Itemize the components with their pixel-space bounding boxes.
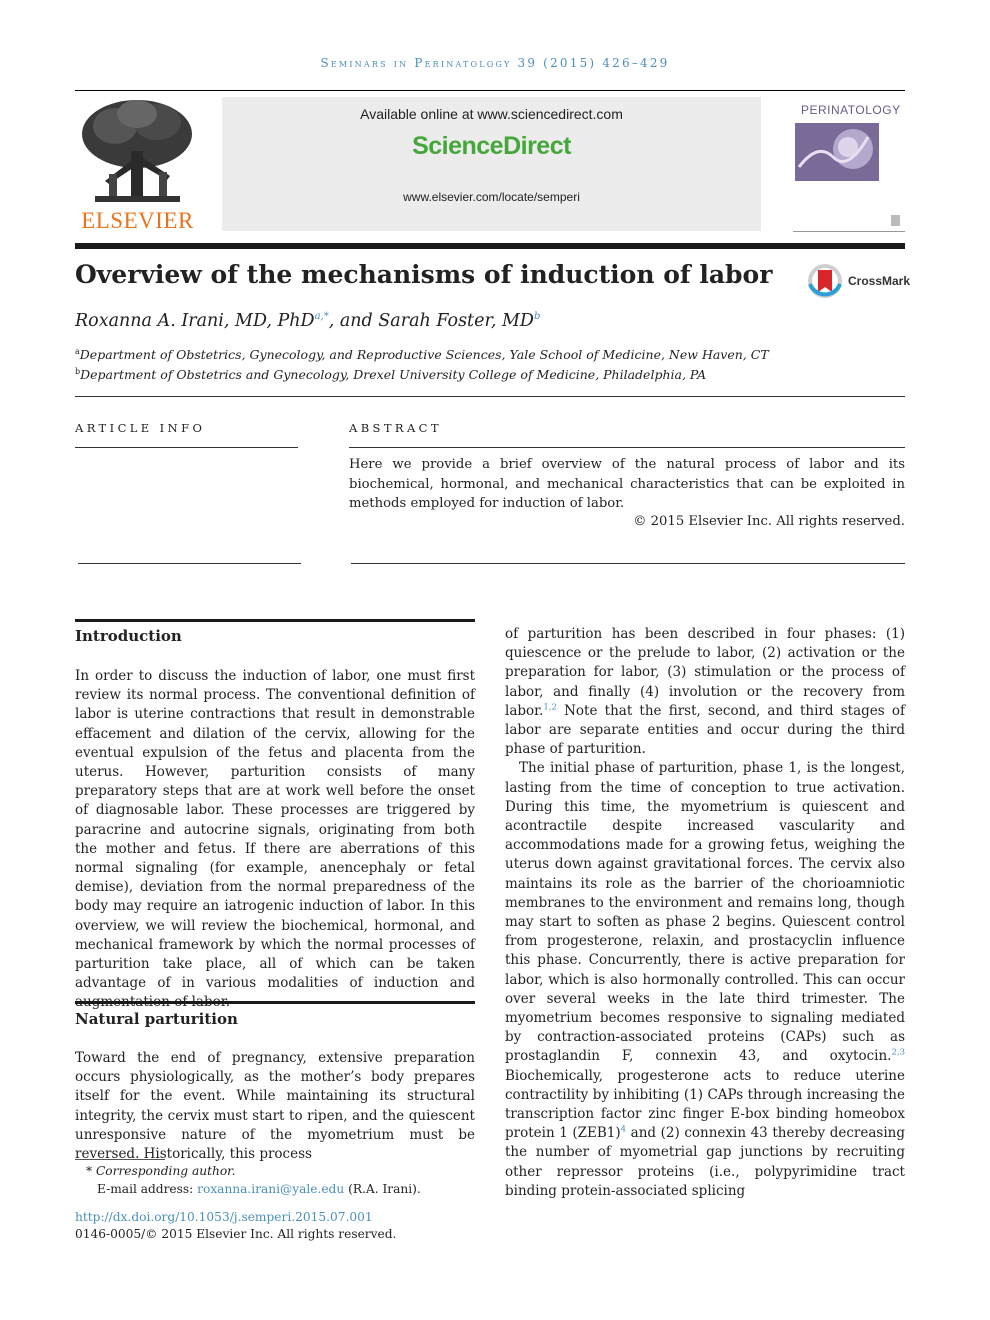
issn-copyright: 0146-0005/© 2015 Elsevier Inc. All rights reserved.	[75, 1227, 397, 1241]
article-info-bottom-rule	[78, 563, 301, 564]
footnote-rule	[75, 1159, 165, 1160]
article-title: Overview of the mechanisms of induction of labor	[75, 260, 773, 289]
crossmark-label: CrossMark	[848, 274, 911, 288]
affiliation-a: $^a$Department of Obstetrics, Gynecology, and Reproductive Sciences, Yale School of Medicine, New Haven, CT	[75, 347, 769, 363]
sciencedirect-banner	[222, 97, 761, 231]
natural-paragraph: Toward the end of pregnancy, extensive preparation occurs physiologically, as the mother’s body prepares itself for the event. While maintaining its structural integrity, the cervix must start to ripen, and the quiescent unresponsive nature of the myometrium must be reversed. Historically, this process	[75, 1050, 475, 1163]
intro-paragraph: In order to discuss the induction of labor, one must first review its normal process. The conventional definition of labor is uterine contractions that result in demonstrable effacement and dilation of the cervix, allowing for the eventual expulsion of the fetus and placenta from the uterus. However, parturition consists of many preparatory steps that are at work well before the onset of diagnosable labor. These processes are triggered by paracrine and autocrine signals, originating from both the mother and fetus. If there are aberrations of this normal signaling (for example, anencephaly or fetal demise), deviation from the normal preparedness of the body may require an iatrogenic induction of labor. In this overview, we will review the biochemical, hormonal, and mechanical framework by which the normal processes of parturition take place, all of which can be taken advantage of in various modalities of induction and augmentation of labor.	[75, 668, 475, 1011]
crossmark-badge[interactable]	[806, 262, 911, 302]
affiliation-b: $^b$Department of Obstetrics and Gynecology, Drexel University College of Medicine, Philadelphia, PA	[75, 367, 707, 383]
abstract-copyright: © 2015 Elsevier Inc. All rights reserved.	[633, 514, 905, 529]
citation-2-3[interactable]: 2,3	[891, 1047, 905, 1058]
author-list	[75, 311, 540, 331]
author-irani: Roxanna A. Irani, MD, PhD	[75, 311, 315, 331]
right-column	[505, 625, 905, 1201]
tree-icon	[75, 96, 200, 208]
crossmark-icon	[806, 262, 844, 300]
corresponding-author-note: * Corresponding author.	[86, 1164, 236, 1178]
cover-image-icon	[793, 97, 905, 231]
title-rule	[75, 243, 905, 249]
article-info-label: ARTICLE INFO	[75, 421, 206, 435]
intro-rule	[75, 619, 475, 622]
natural-rule	[75, 1001, 475, 1004]
doi-link[interactable]: http://dx.doi.org/10.1053/j.semperi.2015.07.001	[75, 1210, 373, 1224]
author-joiner: , and Sarah Foster, MD	[328, 311, 534, 331]
elsevier-wordmark: ELSEVIER	[81, 208, 194, 233]
elsevier-logo	[75, 96, 200, 234]
abstract-label: ABSTRACT	[349, 421, 442, 435]
intro-heading: Introduction	[75, 627, 182, 645]
author-foster-marks[interactable]: b	[533, 311, 541, 323]
abstract-rule	[349, 447, 905, 448]
journal-cover	[793, 97, 905, 232]
abstract-text: Here we provide a brief overview of the natural process of labor and its biochemical, hormonal, and mechanical characteristics that can be exploited in methods employed for induction of labor.	[349, 457, 905, 511]
citation-1-2[interactable]: 1,2	[543, 702, 557, 713]
abstract-bottom-rule	[351, 563, 905, 564]
affil-rule	[75, 396, 905, 397]
header-rule	[75, 90, 905, 91]
email-note: E-mail address: roxanna.irani@yale.edu (R.A. Irani).	[97, 1182, 421, 1196]
cover-title: PERINATOLOGY	[801, 103, 901, 117]
parturition-phases-paragraph: of parturition has been described in four phases: (1) quiescence or the prelude to labor, (2) activation or the preparation for labor, (3) stimulation or the process of labor, and finally (4) involution or the recovery from labor.$^{1,2}$ Note that the first, second, and third stages of labor are separate entities and occur during the third phase of parturition.	[505, 626, 905, 758]
journal-url[interactable]: www.elsevier.com/locate/semperi	[403, 190, 580, 204]
sciencedirect-logo[interactable]: ScienceDirect	[412, 132, 571, 160]
email-link[interactable]: roxanna.irani@yale.edu	[197, 1182, 345, 1196]
journal-citation: Seminars in Perinatology 39 (2015) 426–429	[320, 56, 670, 70]
phase-1-paragraph: The initial phase of parturition, phase 1, is the longest, lasting from the time of conception to true activation. During this time, the myometrium is quiescent and acontractile despite increased vascularity and accommodations made for a growing fetus, weighing the uterus down against gravitational forces. The cervix also maintains its role as the barrier of the chorioamniotic membranes to the environment and remains long, though may start to soften as phase 2 begins. Quiescent control from progesterone, relaxin, and prostacyclin influence this phase. Concurrently, there is active preparation for labor, which is also hormonally controlled. This can occur over several weeks in the late third trimester. The myometrium becomes responsive to signaling mediated by contraction-associated proteins (CAPs) such as prostaglandin F, connexin 43, and oxytocin.$^{2,3}$ Biochemically, progesterone acts to reduce uterine contractility by inhibiting (1) CAPs through increasing the transcription factor zinc finger E-box binding homeobox protein 1 (ZEB1)$^4$ and (2) connexin 43 thereby decreasing the number of myometrial gap junctions by recruiting other repressor proteins (i.e., polypyrimidine tract binding protein-associated splicing	[505, 760, 905, 1199]
available-online-text: Available online at www.sciencedirect.com	[360, 106, 623, 122]
citation-4[interactable]: 4	[620, 1124, 627, 1135]
author-irani-marks[interactable]: a,*	[314, 311, 329, 323]
natural-heading: Natural parturition	[75, 1010, 238, 1028]
article-info-rule	[75, 447, 298, 448]
